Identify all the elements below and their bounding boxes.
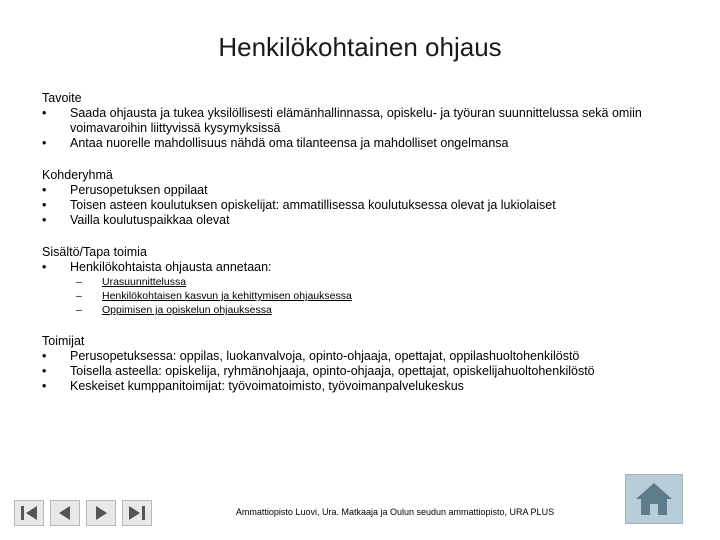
sub-list-item (42, 275, 692, 289)
list-item-text: Saada ohjausta ja tukea yksilöllisesti elämänhallinnassa, opiskelu- ja työuran suunnittelussa sekä omiin voimavaroihin liittyvissä kysymyksissä (70, 106, 642, 135)
section-heading: Tavoite (42, 91, 82, 105)
bullet-marker: • (42, 136, 47, 150)
list-item (42, 136, 692, 151)
section-tavoite (42, 91, 692, 151)
sub-list-item (42, 289, 692, 303)
previous-slide-button[interactable] (50, 500, 80, 526)
previous-slide-icon (54, 504, 76, 522)
dash-marker: – (76, 304, 82, 316)
dash-marker: – (76, 290, 82, 302)
slide-title: Henkilökohtainen ohjaus (218, 32, 502, 62)
home-button[interactable] (625, 474, 683, 524)
first-slide-icon (18, 504, 40, 522)
list-item-text: Perusopetuksessa: oppilas, luokanvalvoja, opinto-ohjaaja, opettajat, oppilashuoltohenkilöstö (70, 349, 580, 363)
list-item-text: Toisella asteella: opiskelija, ryhmänohjaaja, opinto-ohjaaja, opettajat, opiskelijahuoltohenkilöstö (70, 364, 595, 378)
section-toimijat (42, 334, 692, 394)
list-item (42, 349, 692, 364)
bullet-marker: • (42, 379, 47, 393)
link-kasvun-ohjaus[interactable]: Henkilökohtaisen kasvun ja kehittymisen ohjauksessa (102, 290, 352, 302)
section-kohderyhma (42, 168, 692, 228)
list-item (42, 213, 692, 228)
list-item-text: Vailla koulutuspaikkaa olevat (70, 213, 230, 227)
slide-content (42, 91, 692, 411)
dash-marker: – (76, 276, 82, 288)
bullet-marker: • (42, 364, 47, 378)
list-item-text: Keskeiset kumppanitoimijat: työvoimatoimisto, työvoimanpalvelukeskus (70, 379, 464, 393)
list-item-text: Toisen asteen koulutuksen opiskelijat: ammatillisessa koulutuksessa olevat ja lukiolaiset (70, 198, 556, 212)
last-slide-button[interactable] (122, 500, 152, 526)
next-slide-button[interactable] (86, 500, 116, 526)
list-item (42, 379, 692, 394)
slide-navigation (14, 500, 152, 526)
list-item (42, 260, 692, 275)
section-heading: Kohderyhmä (42, 168, 113, 182)
list-item (42, 198, 692, 213)
bullet-marker: • (42, 183, 47, 197)
bullet-marker: • (42, 198, 47, 212)
bullet-marker: • (42, 106, 47, 120)
section-heading: Toimijat (42, 334, 85, 348)
home-icon (632, 480, 676, 518)
next-slide-icon (90, 504, 112, 522)
link-urasuunnittelu[interactable]: Urasuunnittelussa (102, 276, 187, 288)
sub-list-item (42, 303, 692, 317)
list-item-text: Henkilökohtaista ohjausta annetaan: (70, 260, 272, 274)
list-item (42, 183, 692, 198)
list-item-text: Perusopetuksen oppilaat (70, 183, 208, 197)
section-heading: Sisältö/Tapa toimia (42, 245, 147, 259)
slide-footer: Ammattiopisto Luovi, Ura. Matkaaja ja Oulun seudun ammattiopisto, URA PLUS (235, 507, 555, 517)
list-item (42, 106, 692, 136)
last-slide-icon (126, 504, 148, 522)
section-sisalto (42, 245, 692, 317)
bullet-marker: • (42, 349, 47, 363)
bullet-marker: • (42, 260, 47, 274)
list-item (42, 364, 692, 379)
link-oppimisen-ohjaus[interactable]: Oppimisen ja opiskelun ohjauksessa (102, 304, 272, 316)
bullet-marker: • (42, 213, 47, 227)
first-slide-button[interactable] (14, 500, 44, 526)
list-item-text: Antaa nuorelle mahdollisuus nähdä oma tilanteensa ja mahdolliset ongelmansa (70, 136, 509, 150)
